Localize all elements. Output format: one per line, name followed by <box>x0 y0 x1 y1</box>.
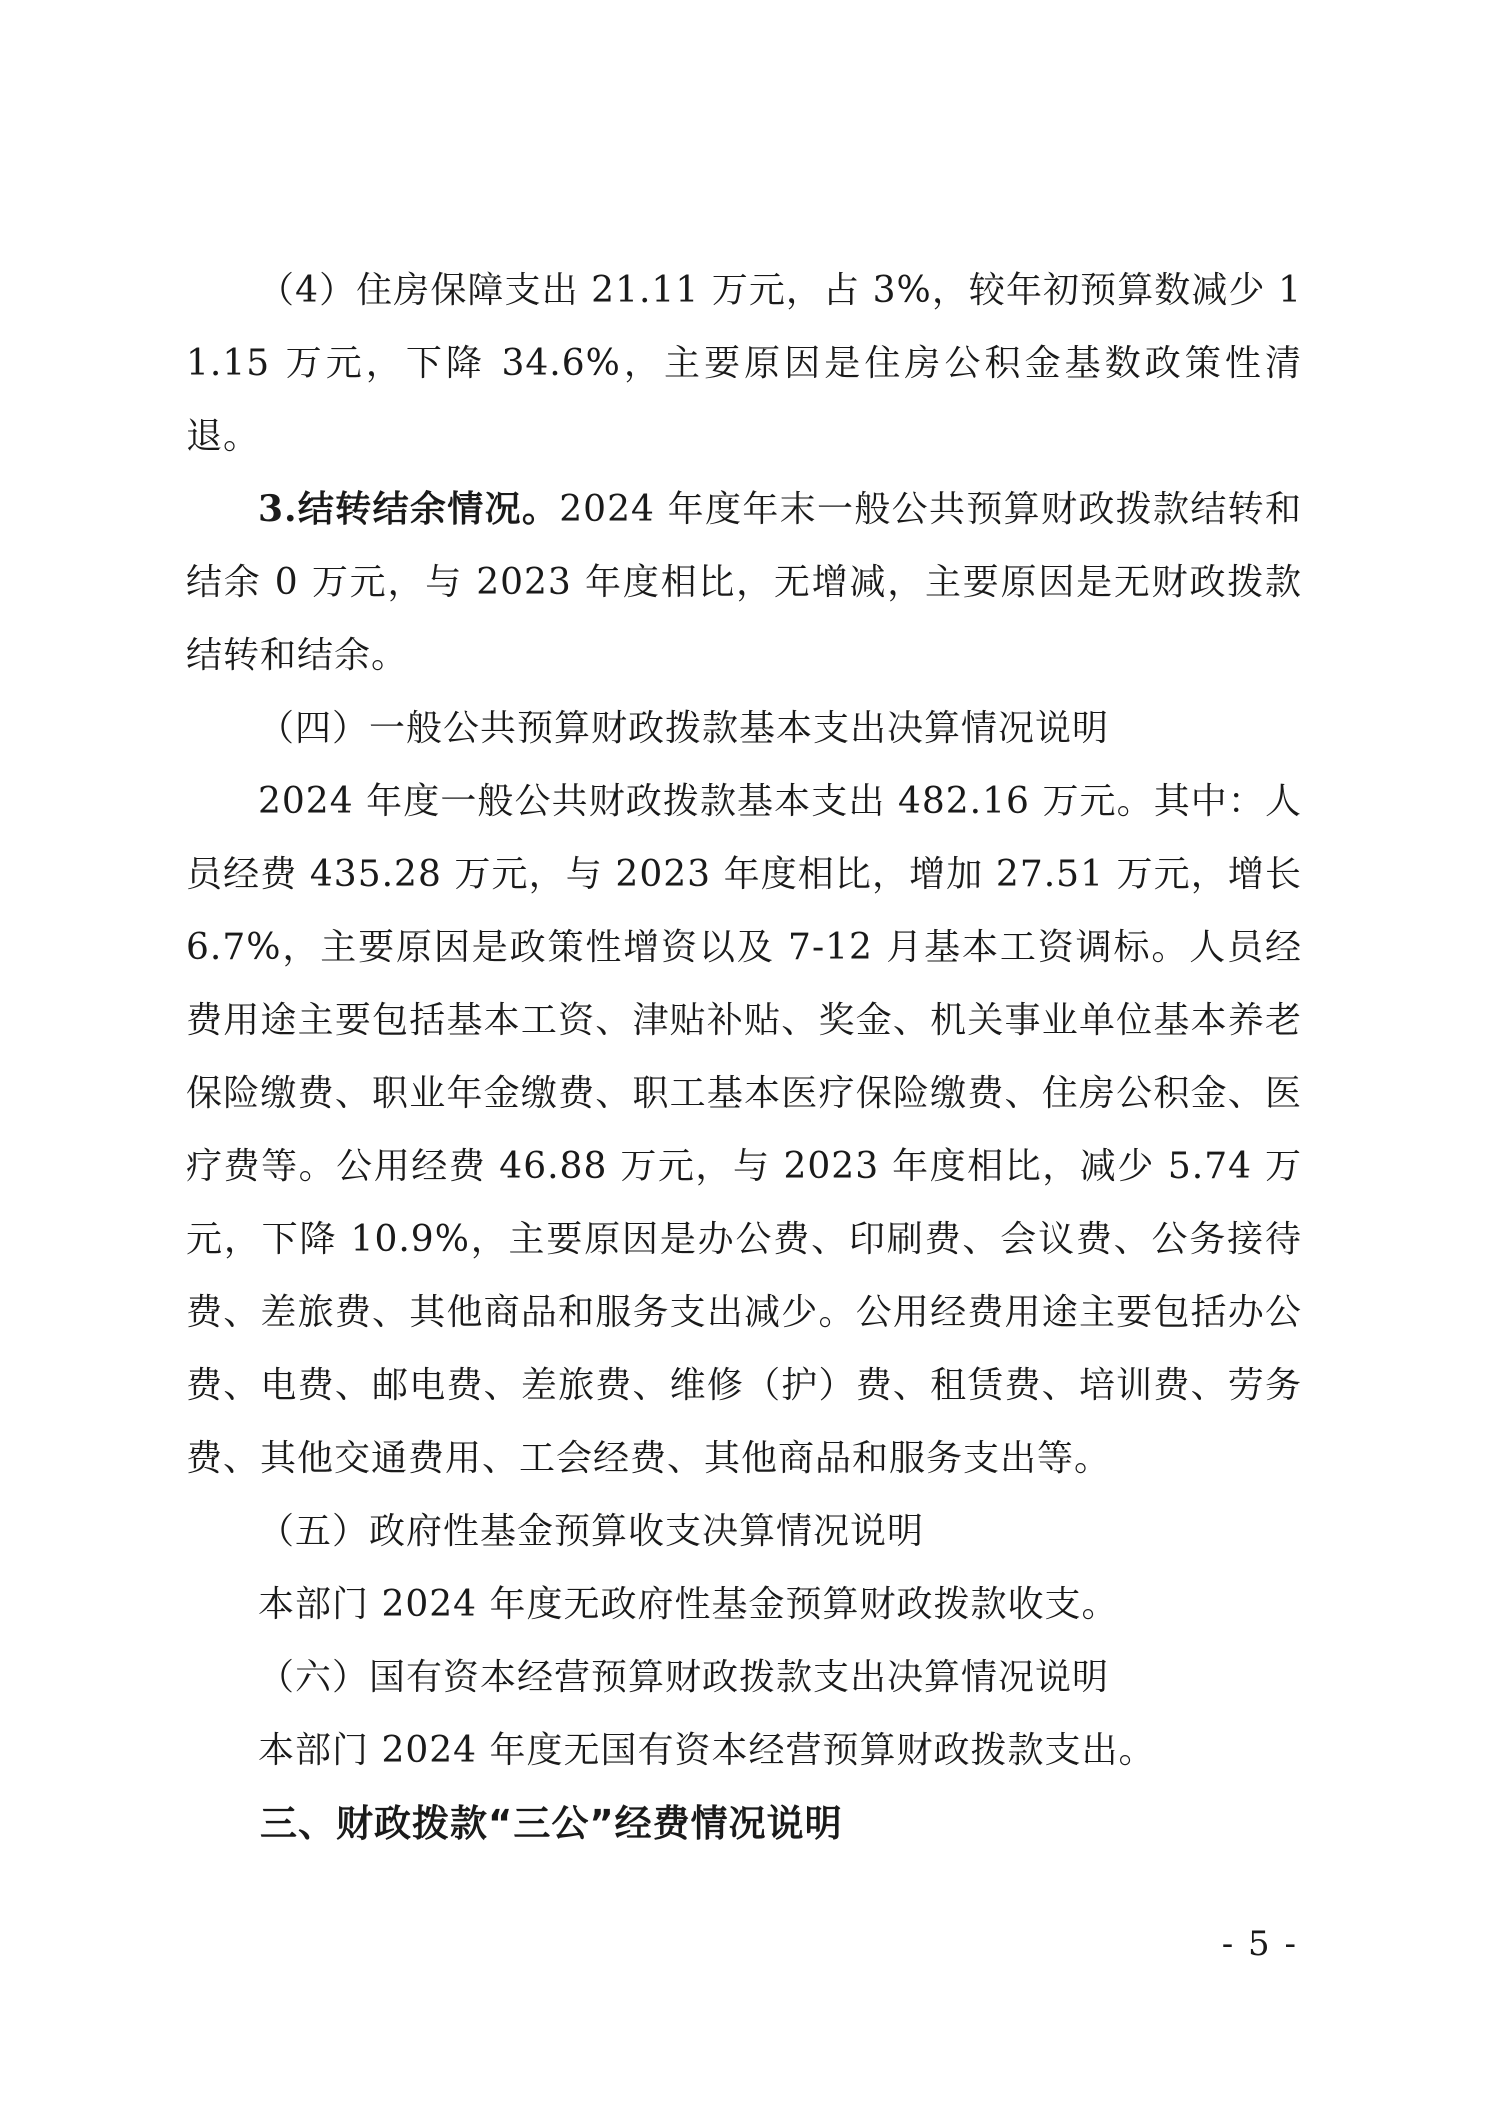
section-heading-three-public: 三、财政拨款“三公”经费情况说明 <box>260 1802 843 1845</box>
paragraph-government-fund: 本部门 2024 年度无政府性基金预算财政拨款收支。 <box>258 1584 1119 1625</box>
section-heading-5: （五）政府性基金预算收支决算情况说明 <box>258 1511 925 1552</box>
carryover-heading: 3.结转结余情况。 <box>258 488 560 530</box>
section-heading-4: （四）一般公共预算财政拨款基本支出决算情况说明 <box>258 708 1110 749</box>
paragraph-housing-expenditure: （4）住房保障支出 21.11 万元，占 3%，较年初预算数减少 11.15 万元，下降 34.6%，主要原因是住房公积金基数政策性清退。 <box>186 270 1302 457</box>
page-number: - 5 - <box>1221 1924 1298 1964</box>
paragraph-basic-expenditure: 2024 年度一般公共财政拨款基本支出 482.16 万元。其中：人员经费 435.28 万元，与 2023 年度相比，增加 27.51 万元，增长 6.7%，主要原因是政策性增资以及 7-12 月基本工资调标。人员经费用途主要包括基本工资、津贴补贴、奖金、机关事业单位基本养老保险缴费、职业年金缴费、职工基本医疗保险缴费、住房公积金、医疗费等。公用经费 46.88 万元，与 2023 年度相比，减少 5.74 万元，下降 10.9%，主要原因是办公费、印刷费、会议费、公务接待费、差旅费、其他商品和服务支出减少。公用经费用途主要包括办公费、电费、邮电费、差旅费、维修（护）费、租赁费、培训费、劳务费、其他交通费用、工会经费、其他商品和服务支出等。 <box>186 781 1302 1479</box>
section-heading-6: （六）国有资本经营预算财政拨款支出决算情况说明 <box>258 1657 1110 1698</box>
carryover-text: 2024 年度年末一般公共预算财政拨款结转和结余 0 万元，与 2023 年度相比，无增减，主要原因是无财政拨款结转和结余。 <box>186 489 1303 676</box>
paragraph-state-capital: 本部门 2024 年度无国有资本经营预算财政拨款支出。 <box>258 1730 1156 1771</box>
document-body <box>186 254 1302 1860</box>
paragraph-carryover-balance <box>186 473 1302 692</box>
